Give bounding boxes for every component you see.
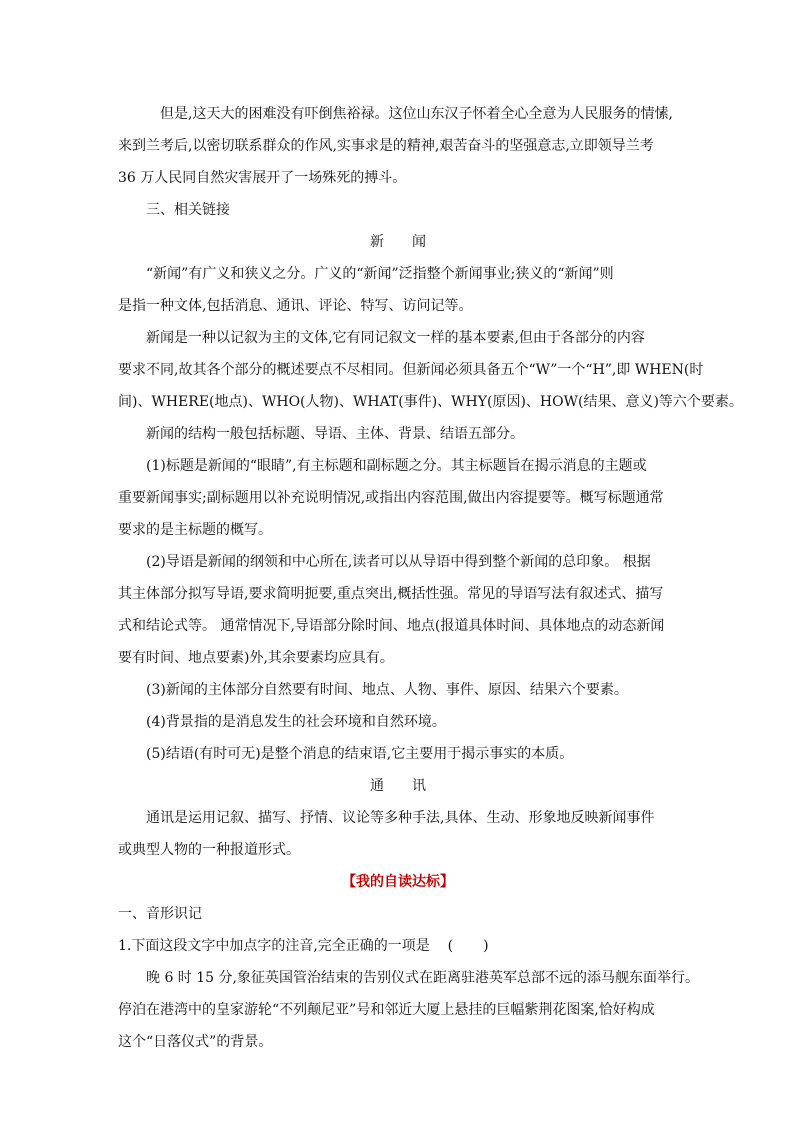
- list-item-line: 重要新闻事实;副标题用以补充说明情况,或指出内容范围,做出内容提要等。概写标题通常: [118, 490, 664, 506]
- list-item-line: 要有时间、地点要素)外,其余要素均应具有。: [118, 650, 394, 666]
- paragraph-line: 36 万人民同自然灾害展开了一场殊死的搏斗。: [118, 170, 407, 186]
- part-heading: 一、音形识记: [118, 906, 202, 922]
- news-title: [118, 226, 678, 258]
- passage-line: 停泊在港湾中的皇家游轮“不列颠尼亚”号和邻近大厦上悬挂的巨幅紫荆花图案,恰好构成: [118, 1002, 655, 1018]
- list-item-line: 其主体部分拟写导语,要求简明扼要,重点突出,概括性强。常见的导语写法有叙述式、描写: [118, 586, 664, 602]
- tongxun-title-char: 讯: [412, 778, 426, 794]
- question-line: [118, 930, 678, 962]
- answer-paren-close: ): [483, 938, 489, 954]
- section-heading: 三、相关链接: [146, 202, 230, 218]
- list-item-line: (2)导语是新闻的纲领和中心所在,读者可以从导语中得到整个新闻的总印象。 根据: [146, 554, 651, 570]
- list-item-line: (5)结语(有时可无)是整个消息的结束语,它主要用于揭示事实的本质。: [146, 746, 574, 762]
- paragraph-line: 新闻的结构一般包括标题、导语、主体、背景、结语五部分。: [146, 426, 524, 442]
- news-title-char: 新: [370, 234, 384, 250]
- paragraph-line: 通讯是运用记叙、描写、抒情、议论等多种手法,具体、生动、形象地反映新闻事件: [146, 810, 655, 826]
- paragraph-line: “新闻”有广义和狭义之分。广义的“新闻”泛指整个新闻事业;狭义的“新闻”则: [146, 266, 614, 282]
- list-item-line: 式和结论式等。 通常情况下,导语部分除时间、地点(报道具体时间、具体地点的动态新闻: [118, 618, 665, 634]
- tongxun-title-char: 通: [370, 778, 384, 794]
- paragraph-line: 要求不同,故其各个部分的概述要点不尽相同。但新闻必须具备五个“W”一个“H”,即 WHEN(时: [118, 362, 704, 378]
- question-text: 1.下面这段文字中加点字的注音,完全正确的一项是: [118, 938, 430, 954]
- paragraph-line: 间)、WHERE(地点)、WHO(人物)、WHAT(事件)、WHY(原因)、HOW(结果、意义)等六个要素。: [118, 394, 743, 410]
- paragraph-line: 是指一种文体,包括消息、通讯、评论、特写、访问记等。: [118, 298, 473, 314]
- list-item-line: (3)新闻的主体部分自然要有时间、地点、人物、事件、原因、结果六个要素。: [146, 682, 628, 698]
- passage-line: 这个“日落仪式”的背景。: [118, 1034, 273, 1050]
- self-study-heading: 【我的自读达标】: [342, 874, 454, 890]
- passage-line: 晚 6 时 15 分,象征英国管治结束的告别仪式在距离驻港英军总部不远的添马舰东面举行。: [146, 970, 699, 986]
- list-item-line: (4)背景指的是消息发生的社会环境和自然环境。: [146, 714, 446, 730]
- tongxun-title: [118, 770, 678, 802]
- list-item-line: 要求的是主标题的概写。: [118, 522, 272, 538]
- list-item-line: (1)标题是新闻的“眼睛”,有主标题和副标题之分。其主标题旨在揭示消息的主题或: [146, 458, 647, 474]
- paragraph-line: 但是,这天大的困难没有吓倒焦裕禄。这位山东汉子怀着全心全意为人民服务的情愫,: [160, 106, 673, 122]
- answer-paren-open: (: [447, 938, 454, 954]
- paragraph-line: 新闻是一种以记叙为主的文体,它有同记叙文一样的基本要素,但由于各部分的内容: [146, 330, 645, 346]
- paragraph-line: 或典型人物的一种报道形式。: [118, 842, 300, 858]
- news-title-char: 闻: [412, 234, 426, 250]
- paragraph-line: 来到兰考后,以密切联系群众的作风,实事求是的精神,艰苦奋斗的坚强意志,立即领导兰考: [118, 138, 654, 154]
- document-page: [118, 98, 743, 1058]
